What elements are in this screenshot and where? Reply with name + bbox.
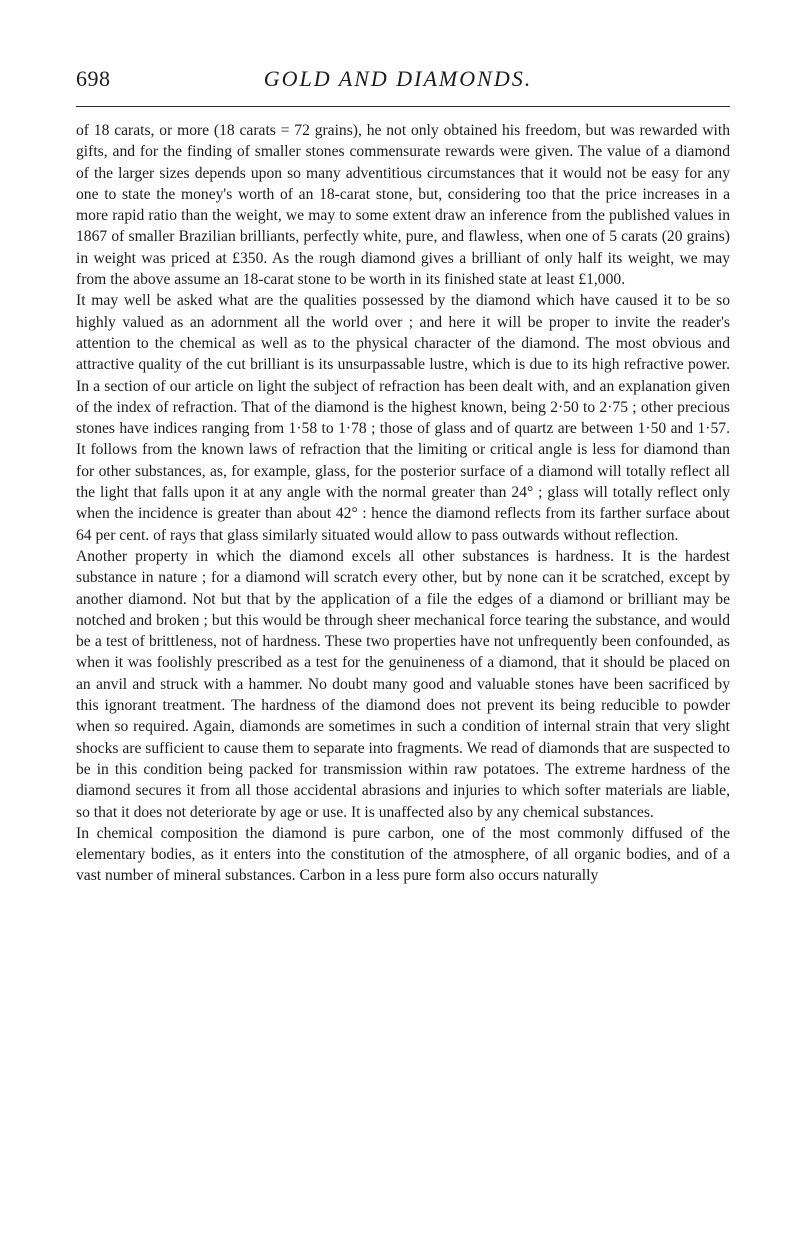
header-rule — [76, 106, 730, 107]
page-header — [66, 66, 730, 100]
paragraph-hardness: Another property in which the diamond excels all other substances is hardness. It is the hardest substance in nature ; for a diamond will scratch every other, but by none can it be scratched, except by another diamond. Not but that by the application of a file the edges of a diamond or brilliant may be notched and broken ; but this would be through sheer mechanical force tearing the substance, and would be a test of brittleness, not of hardness. These two properties have not unfrequently been confounded, as when it was foolishly prescribed as a test for the genuineness of a diamond, that it should be placed on an anvil and struck with a hammer. No doubt many good and valuable stones have been sacrificed by this ignorant treatment. The hardness of the diamond does not prevent its being reducible to powder when so required. Again, diamonds are sometimes in such a condition of internal strain that very slight shocks are sufficient to cause them to separate into fragments. We read of diamonds that are suspected to be in this condition being packed for transmission within raw potatoes. The extreme hardness of the diamond secures it from all those accidental abrasions and injuries to which softer materials are liable, so that it does not deteriorate by age or use. It is unaffected also by any chemical substances. — [76, 547, 730, 821]
page-number: 698 — [76, 66, 111, 91]
paragraph-diamond-value: of 18 carats, or more (18 carats = 72 grains), he not only obtained his freedom, but was rewarded with gifts, and for the finding of smaller stones commensurate rewards were given. The value of a diamond of the larger sizes depends upon so many adventitious circumstances that it would not be easy for any one to state the money's worth of an 18-carat stone, but, considering too that the price increases in a more rapid ratio than the weight, we may to some extent draw an inference from the published values in 1867 of smaller Brazilian brilliants, perfectly white, pure, and flawless, when one of 5 carats (20 grains) in weight was priced at £350. As the rough diamond gives a brilliant of only half its weight, we may from the above assume an 18-carat stone to be worth in its finished state at least £1,000. — [76, 122, 730, 289]
paragraph-chemical-composition: In chemical composition the diamond is pure carbon, one of the most commonly diffused of the elementary bodies, as it enters into the constitution of the atmosphere, of all organic bodies, and of a vast number of mineral substances. Carbon in a less pure form also occurs naturally — [76, 824, 730, 885]
running-title: GOLD AND DIAMONDS. — [263, 66, 533, 91]
paragraph-refraction: It may well be asked what are the qualities possessed by the diamond which have caused it to be so highly valued as an adornment all the world over ; and here it will be proper to invite the reader's attention to the chemical as well as to the physical character of the diamond. The most obvious and attractive quality of the cut brilliant is its unsurpassable lustre, which is due to its high refractive power. In a section of our article on light the subject of refraction has been dealt with, and an explanation given of the index of refraction. That of the diamond is the highest known, being 2·50 to 2·75 ; other precious stones have indices ranging from 1·58 to 1·78 ; those of glass and of quartz are between 1·50 and 1·57. It follows from the known laws of refraction that the limiting or critical angle is less for diamond than for other substances, as, for example, glass, for the posterior surface of a diamond will totally reflect all the light that falls upon it at any angle with the normal greater than 24° ; glass will totally reflect only when the incidence is greater than about 42° : hence the diamond reflects from its farther surface about 64 per cent. of rays that glass similarly situated would allow to pass outwards without reflection. — [76, 292, 730, 544]
body-text — [76, 120, 730, 887]
